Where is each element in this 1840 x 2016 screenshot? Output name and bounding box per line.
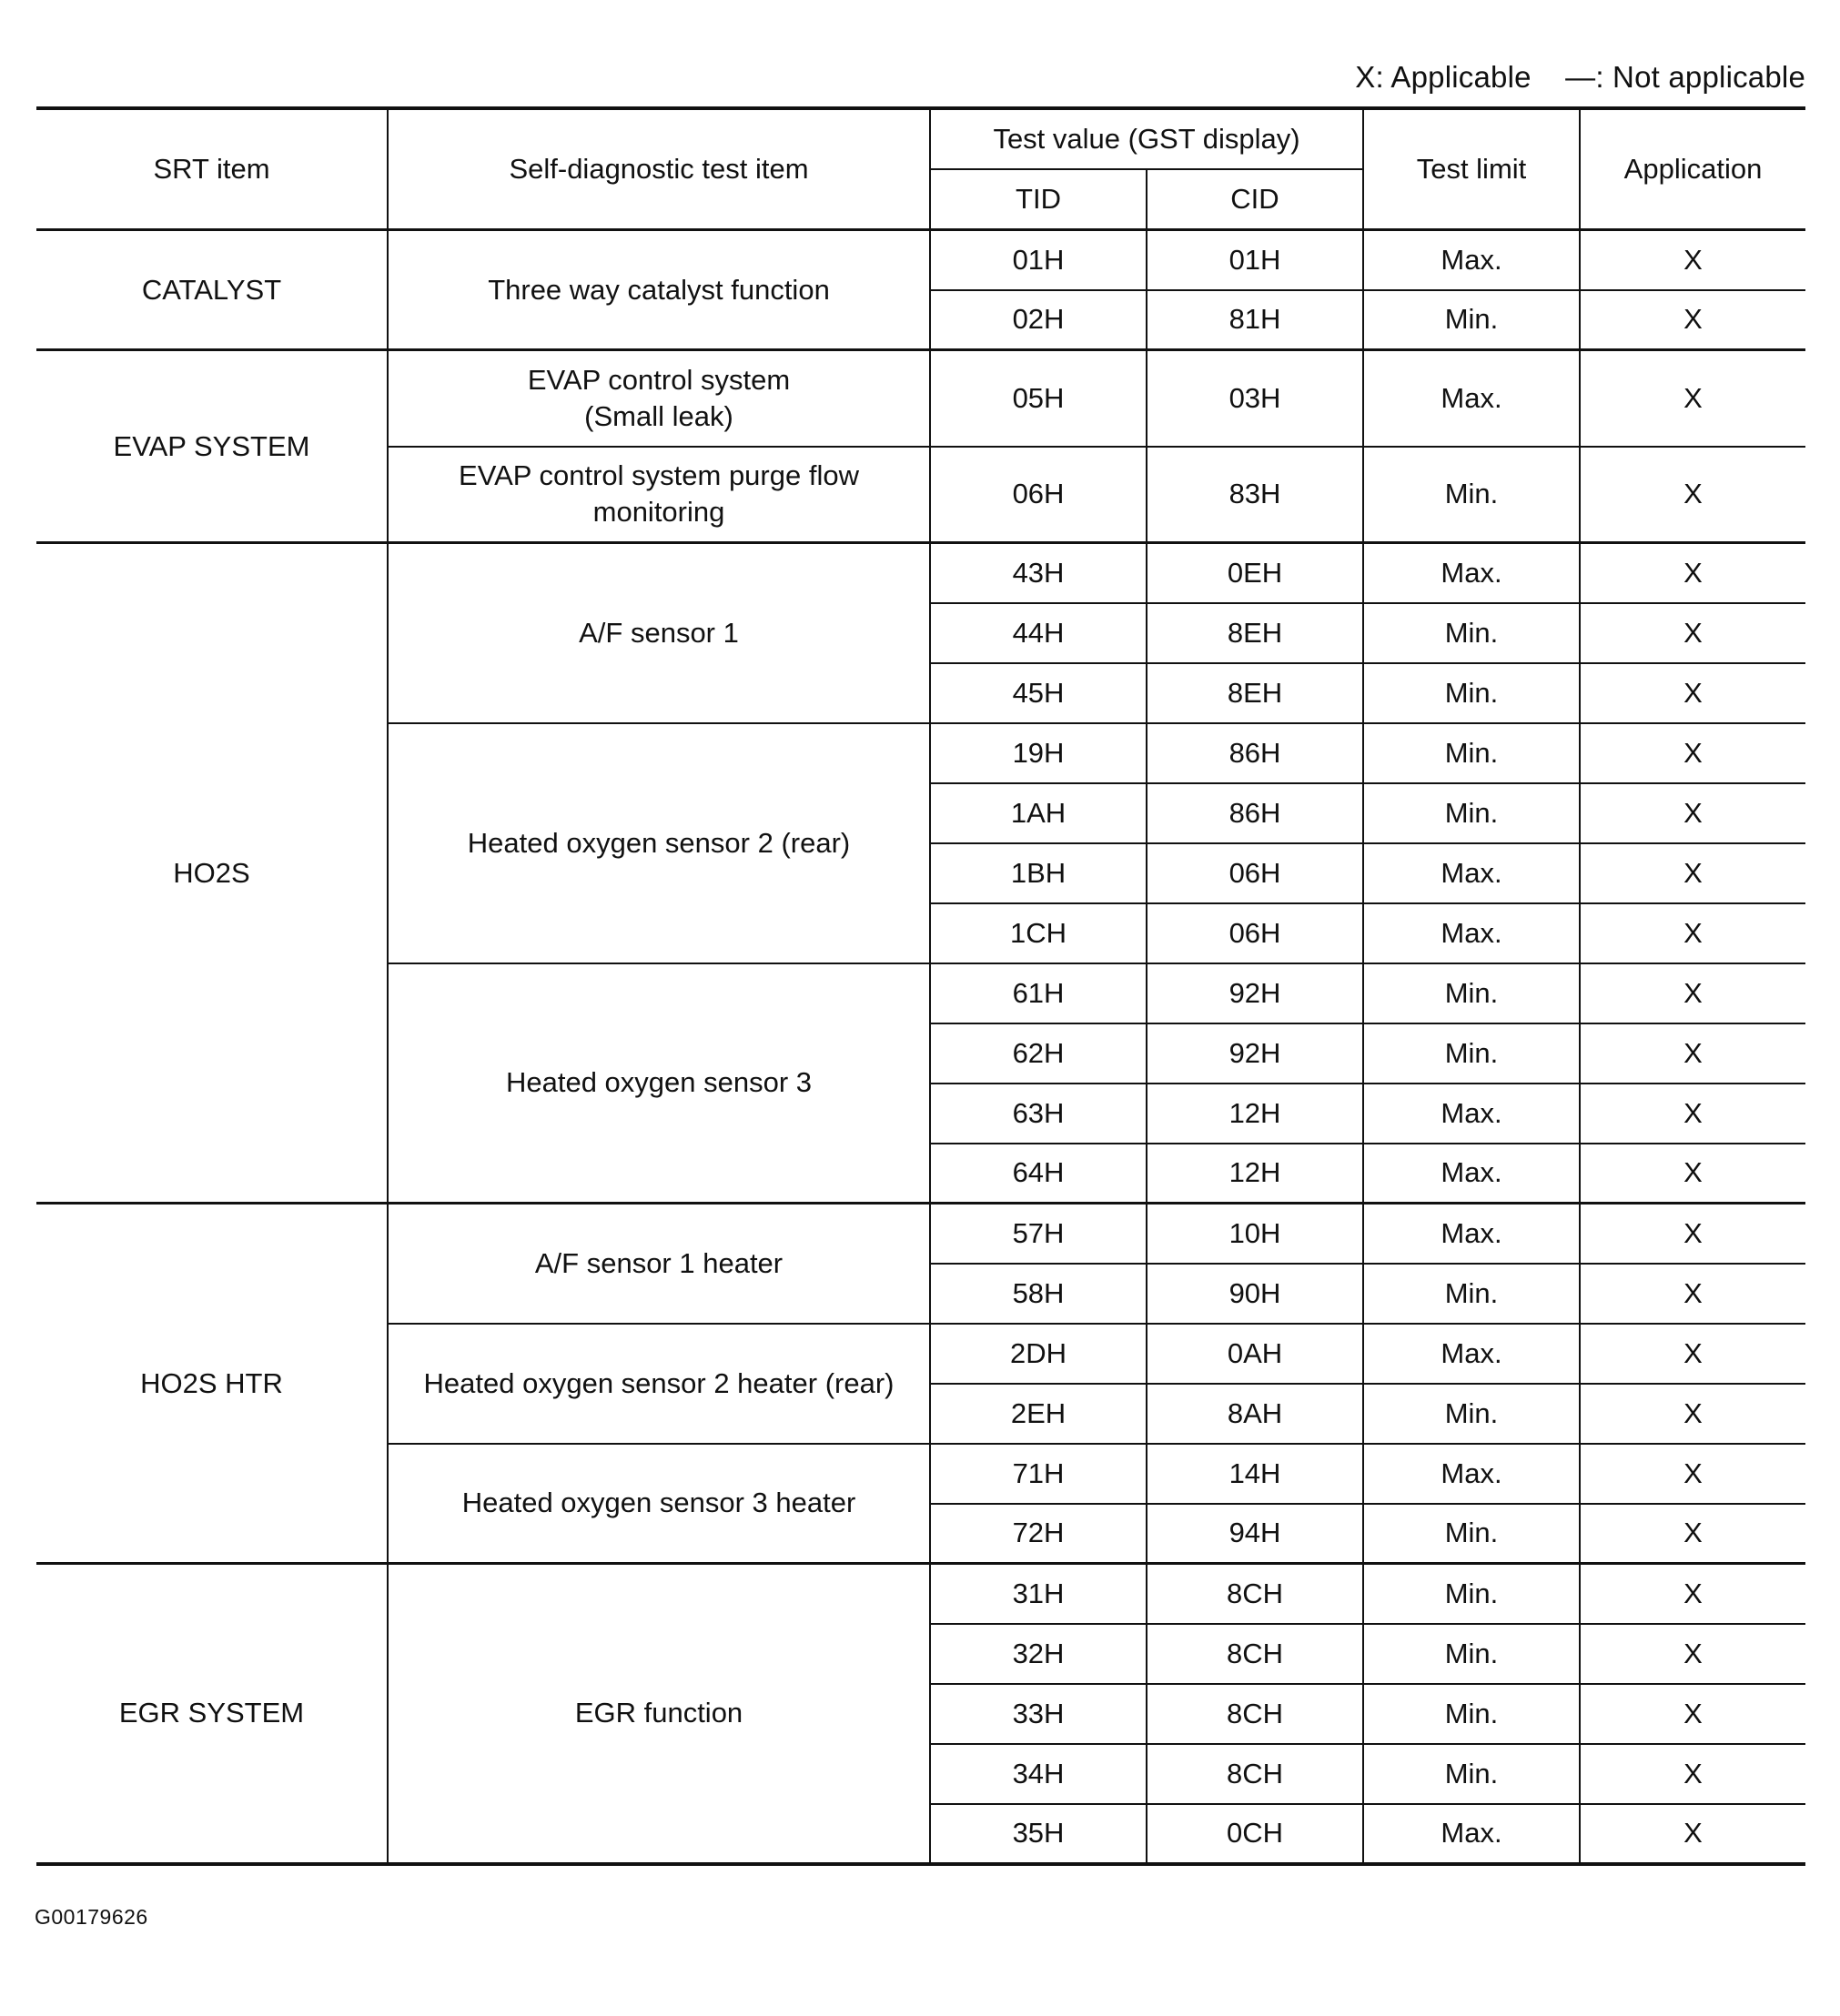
test-limit-cell: Min. [1363,447,1580,543]
srt-table [36,106,1805,1866]
test-limit-cell: Min. [1363,1384,1580,1444]
tid-cell: 01H [930,230,1147,290]
test-item-cell: EVAP control system purge flow monitoring [388,447,930,543]
table-row [36,230,1805,290]
cid-cell: 0AH [1147,1324,1363,1384]
header-application: Application [1580,108,1805,230]
test-item-cell: A/F sensor 1 heater [388,1204,930,1324]
srt-item-cell: EVAP SYSTEM [36,350,388,543]
application-cell: X [1580,723,1805,783]
application-cell: X [1580,1804,1805,1864]
tid-cell: 58H [930,1264,1147,1324]
application-cell: X [1580,1504,1805,1564]
application-cell: X [1580,603,1805,663]
test-limit-cell: Min. [1363,1744,1580,1804]
test-item-cell: EGR function [388,1564,930,1864]
application-cell: X [1580,290,1805,350]
test-limit-cell: Max. [1363,903,1580,963]
srt-item-cell: HO2S HTR [36,1204,388,1564]
tid-cell: 61H [930,963,1147,1023]
header-srt-item: SRT item [36,108,388,230]
test-item-cell: Heated oxygen sensor 3 [388,963,930,1204]
cid-cell: 8AH [1147,1384,1363,1444]
cid-cell: 92H [1147,963,1363,1023]
application-cell: X [1580,1744,1805,1804]
srt-item-cell: EGR SYSTEM [36,1564,388,1864]
tid-cell: 1AH [930,783,1147,843]
test-limit-cell: Max. [1363,230,1580,290]
cid-cell: 86H [1147,783,1363,843]
test-limit-cell: Min. [1363,1624,1580,1684]
header-tid: TID [930,169,1147,230]
application-cell: X [1580,1624,1805,1684]
cid-cell: 92H [1147,1023,1363,1084]
application-cell: X [1580,1023,1805,1084]
test-limit-cell: Min. [1363,963,1580,1023]
application-cell: X [1580,1204,1805,1264]
test-limit-cell: Max. [1363,1084,1580,1144]
test-limit-cell: Max. [1363,1444,1580,1504]
test-limit-cell: Max. [1363,843,1580,903]
tid-cell: 43H [930,543,1147,603]
test-limit-cell: Min. [1363,1684,1580,1744]
application-cell: X [1580,1144,1805,1204]
cid-cell: 83H [1147,447,1363,543]
srt-item-cell: HO2S [36,543,388,1204]
application-cell: X [1580,1444,1805,1504]
tid-cell: 71H [930,1444,1147,1504]
cid-cell: 8EH [1147,663,1363,723]
tid-cell: 2DH [930,1324,1147,1384]
tid-cell: 2EH [930,1384,1147,1444]
application-cell: X [1580,1564,1805,1624]
tid-cell: 45H [930,663,1147,723]
srt-item-cell: CATALYST [36,230,388,350]
test-limit-cell: Min. [1363,290,1580,350]
cid-cell: 01H [1147,230,1363,290]
tid-cell: 05H [930,350,1147,447]
table-row [36,1564,1805,1624]
tid-cell: 34H [930,1744,1147,1804]
tid-cell: 31H [930,1564,1147,1624]
application-cell: X [1580,843,1805,903]
test-limit-cell: Max. [1363,1804,1580,1864]
cid-cell: 12H [1147,1084,1363,1144]
tid-cell: 1BH [930,843,1147,903]
cid-cell: 94H [1147,1504,1363,1564]
figure-code: G00179626 [35,1905,148,1929]
tid-cell: 57H [930,1204,1147,1264]
application-cell: X [1580,1684,1805,1744]
header-test-value: Test value (GST display) [930,108,1363,169]
table-row [36,543,1805,603]
application-cell: X [1580,1264,1805,1324]
table-row [36,350,1805,447]
cid-cell: 8CH [1147,1684,1363,1744]
cid-cell: 90H [1147,1264,1363,1324]
tid-cell: 63H [930,1084,1147,1144]
cid-cell: 0EH [1147,543,1363,603]
test-limit-cell: Max. [1363,1204,1580,1264]
cid-cell: 03H [1147,350,1363,447]
application-cell: X [1580,1084,1805,1144]
test-limit-cell: Min. [1363,1264,1580,1324]
cid-cell: 10H [1147,1204,1363,1264]
header-test-limit: Test limit [1363,108,1580,230]
tid-cell: 62H [930,1023,1147,1084]
application-cell: X [1580,350,1805,447]
tid-cell: 02H [930,290,1147,350]
cid-cell: 8CH [1147,1564,1363,1624]
test-limit-cell: Min. [1363,1023,1580,1084]
tid-cell: 35H [930,1804,1147,1864]
cid-cell: 86H [1147,723,1363,783]
test-limit-cell: Min. [1363,603,1580,663]
legend: X: Applicable —: Not applicable [1355,60,1805,94]
application-cell: X [1580,447,1805,543]
test-item-cell: Heated oxygen sensor 2 heater (rear) [388,1324,930,1444]
tid-cell: 33H [930,1684,1147,1744]
application-cell: X [1580,903,1805,963]
cid-cell: 06H [1147,903,1363,963]
test-item-cell: EVAP control system (Small leak) [388,350,930,447]
header-cid: CID [1147,169,1363,230]
tid-cell: 64H [930,1144,1147,1204]
test-item-cell: Heated oxygen sensor 3 heater [388,1444,930,1564]
test-item-cell: A/F sensor 1 [388,543,930,723]
tid-cell: 1CH [930,903,1147,963]
cid-cell: 12H [1147,1144,1363,1204]
tid-cell: 06H [930,447,1147,543]
test-limit-cell: Min. [1363,723,1580,783]
cid-cell: 14H [1147,1444,1363,1504]
header-test-item: Self-diagnostic test item [388,108,930,230]
test-item-cell: Heated oxygen sensor 2 (rear) [388,723,930,963]
cid-cell: 8EH [1147,603,1363,663]
application-cell: X [1580,663,1805,723]
test-limit-cell: Min. [1363,663,1580,723]
test-item-cell: Three way catalyst function [388,230,930,350]
cid-cell: 81H [1147,290,1363,350]
test-limit-cell: Max. [1363,350,1580,447]
tid-cell: 32H [930,1624,1147,1684]
application-cell: X [1580,543,1805,603]
application-cell: X [1580,1384,1805,1444]
tid-cell: 72H [930,1504,1147,1564]
application-cell: X [1580,230,1805,290]
tid-cell: 44H [930,603,1147,663]
application-cell: X [1580,1324,1805,1384]
test-limit-cell: Max. [1363,1324,1580,1384]
test-limit-cell: Max. [1363,1144,1580,1204]
cid-cell: 0CH [1147,1804,1363,1864]
test-limit-cell: Min. [1363,1504,1580,1564]
cid-cell: 8CH [1147,1744,1363,1804]
table-body [36,230,1805,1864]
tid-cell: 19H [930,723,1147,783]
test-limit-cell: Min. [1363,783,1580,843]
application-cell: X [1580,963,1805,1023]
table-row [36,1204,1805,1264]
application-cell: X [1580,783,1805,843]
test-limit-cell: Min. [1363,1564,1580,1624]
test-limit-cell: Max. [1363,543,1580,603]
cid-cell: 8CH [1147,1624,1363,1684]
cid-cell: 06H [1147,843,1363,903]
